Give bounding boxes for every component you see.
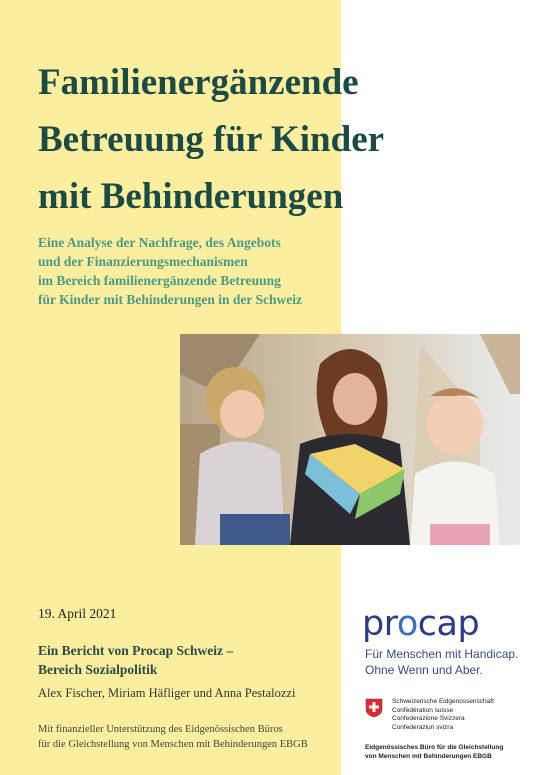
document-subtitle: [38, 233, 358, 309]
tagline-line-1: Für Menschen mit Handicap.: [365, 647, 519, 661]
confed-line-1: Schweizerische Eidgenossenschaft: [392, 698, 494, 705]
report-line-1: Ein Bericht von Procap Schweiz –: [38, 643, 234, 658]
authors: Alex Fischer, Miriam Häfliger und Anna Pestalozzi: [38, 686, 296, 700]
ebgb-line-1: Eidgenössisches Büro für die Gleichstellung: [365, 744, 504, 751]
swiss-confederation-label: [392, 698, 494, 732]
title-line-2: Betreuung für Kinder: [38, 119, 385, 160]
procap-tagline: [365, 646, 518, 678]
report-publisher: [38, 641, 233, 679]
publication-date: 19. April 2021: [38, 606, 117, 621]
funding-note: [38, 722, 308, 752]
cover-photo: [180, 334, 520, 545]
ebgb-office-label: [365, 743, 503, 761]
confed-line-4: Confederaziun svizra: [392, 723, 454, 731]
confed-line-3: Confederazione Svizzera: [392, 715, 465, 722]
subtitle-line-4: für Kinder mit Behinderungen in der Schweiz: [38, 292, 303, 307]
ebgb-line-2: von Menschen mit Behinderungen EBGB: [365, 753, 492, 760]
document-title: [38, 54, 538, 225]
funding-line-2: für die Gleichstellung von Menschen mit Behinderungen EBGB: [38, 739, 308, 750]
subtitle-line-3: im Bereich familienergänzende Betreuung: [38, 273, 281, 288]
subtitle-line-1: Eine Analyse der Nachfrage, des Angebots: [38, 235, 281, 250]
procap-logo: [362, 604, 479, 644]
report-line-2: Bereich Sozialpolitik: [38, 662, 158, 677]
procap-logo-o: o: [396, 604, 418, 644]
subtitle-line-2: und der Finanzierungsmechanismen: [38, 254, 248, 269]
tagline-line-2: Ohne Wenn und Aber.: [365, 663, 483, 677]
swiss-coat-of-arms-icon: [365, 698, 383, 718]
title-line-3: mit Behinderungen: [38, 176, 344, 217]
funding-line-1: Mit finanzieller Unterstützung des Eidgenössischen Büros: [38, 724, 283, 735]
procap-logo-pr: pr: [362, 604, 397, 644]
title-line-1: Familienergänzende: [38, 62, 359, 103]
procap-logo-cap: cap: [417, 604, 480, 644]
confed-line-2: Confédération suisse: [392, 706, 454, 714]
